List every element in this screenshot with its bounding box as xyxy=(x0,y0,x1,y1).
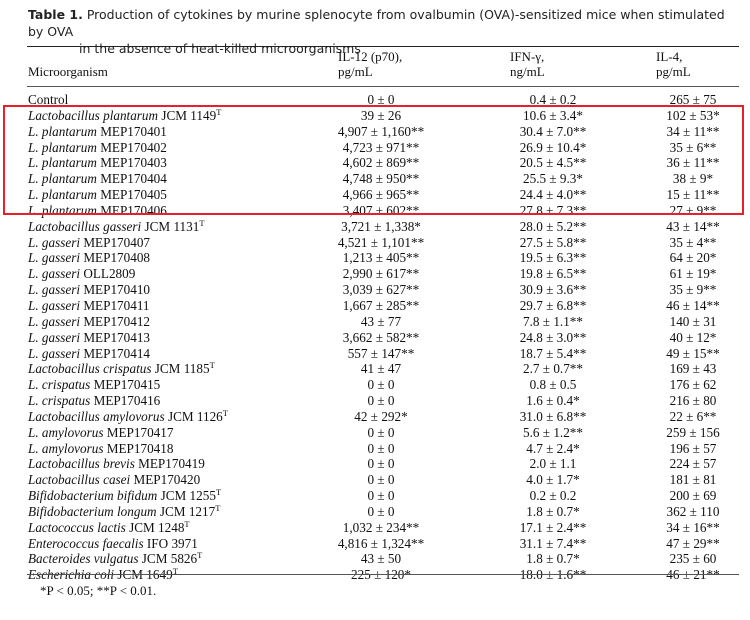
cell-microorganism xyxy=(28,187,167,203)
cell-il12: 4,602 ± 869** xyxy=(342,155,420,171)
cell-il4: 46 ± 21** xyxy=(666,567,720,583)
cell-microorganism xyxy=(28,472,200,488)
species-name: Escherichia coli xyxy=(28,567,115,583)
strain-name: IFO 3971 xyxy=(143,535,198,551)
cell-il12: 3,407 ± 602** xyxy=(342,202,420,218)
cell-ifn-gamma: 31.1 ± 7.4** xyxy=(519,535,587,551)
cell-il4: 169 ± 43 xyxy=(669,361,717,377)
cell-il4: 35 ± 9** xyxy=(669,282,717,298)
cell-microorganism xyxy=(28,250,150,266)
cell-microorganism xyxy=(28,377,160,393)
species-name: L. gasseri xyxy=(28,282,81,298)
strain-name: Control xyxy=(28,92,69,107)
strain-name: MEP170410 xyxy=(80,282,151,298)
cell-ifn-gamma: 1.6 ± 0.4* xyxy=(526,393,580,409)
species-name: Lactobacillus gasseri xyxy=(28,218,142,234)
table-row xyxy=(28,377,740,393)
header-il4 xyxy=(656,49,691,79)
cell-microorganism xyxy=(28,456,205,472)
type-strain-mark: T xyxy=(197,550,203,561)
cell-il4: 265 ± 75 xyxy=(669,92,717,107)
table-row xyxy=(28,235,740,251)
cell-il12: 4,521 ± 1,101** xyxy=(337,234,425,250)
cell-il4: 46 ± 14** xyxy=(666,297,720,313)
cell-microorganism xyxy=(28,266,135,282)
table-row xyxy=(28,203,740,219)
cell-microorganism xyxy=(28,314,150,330)
table-row xyxy=(28,536,740,552)
cell-il12: 42 ± 292* xyxy=(354,408,408,424)
species-name: Lactobacillus casei xyxy=(28,472,131,488)
cell-il12: 0 ± 0 xyxy=(367,488,395,504)
species-name: L. crispatus xyxy=(28,377,91,393)
header-il12-unit: pg/mL xyxy=(338,64,373,79)
cell-ifn-gamma: 1.8 ± 0.7* xyxy=(526,551,580,567)
strain-name: MEP170414 xyxy=(80,345,151,361)
cell-il12: 0 ± 0 xyxy=(367,440,395,456)
cell-il4: 47 ± 29** xyxy=(666,535,720,551)
table-row xyxy=(28,187,740,203)
cell-il12: 4,723 ± 971** xyxy=(342,139,420,155)
cell-il12: 1,032 ± 234** xyxy=(342,519,420,535)
cell-ifn-gamma: 18.7 ± 5.4** xyxy=(519,345,587,361)
table-row xyxy=(28,250,740,266)
cell-microorganism xyxy=(28,346,150,362)
strain-name: MEP170404 xyxy=(96,171,167,187)
cell-microorganism xyxy=(28,425,173,441)
table-row xyxy=(28,92,740,108)
cell-il12: 1,213 ± 405** xyxy=(342,250,420,266)
cell-il12: 0 ± 0 xyxy=(367,503,395,519)
cell-il4: 64 ± 20* xyxy=(669,250,717,266)
cell-ifn-gamma: 5.6 ± 1.2** xyxy=(523,424,583,440)
cell-ifn-gamma: 19.5 ± 6.3** xyxy=(519,250,587,266)
header-ifn-name: IFN-γ, xyxy=(510,49,545,64)
cell-il4: 61 ± 19* xyxy=(669,266,717,282)
species-name: L. gasseri xyxy=(28,234,81,250)
cell-il12: 2,990 ± 617** xyxy=(342,266,420,282)
cell-il4: 35 ± 6** xyxy=(669,139,717,155)
table-row xyxy=(28,409,740,425)
header-il12-name: IL-12 (p70), xyxy=(338,49,403,64)
header-rule xyxy=(27,86,739,87)
cell-il4: 15 ± 11** xyxy=(666,187,720,203)
strain-name: JCM 1248 xyxy=(125,519,185,535)
cell-microorganism xyxy=(28,140,167,156)
strain-name: JCM 1255 xyxy=(157,488,216,504)
species-name: L. plantarum xyxy=(28,155,97,171)
table-row xyxy=(28,124,740,140)
species-name: L. plantarum xyxy=(28,202,97,218)
table-label: Table 1. xyxy=(28,7,83,22)
species-name: L. gasseri xyxy=(28,345,81,361)
species-name: L. plantarum xyxy=(28,139,97,155)
cell-il12: 4,966 ± 965** xyxy=(342,187,420,203)
strain-name: MEP170411 xyxy=(80,297,150,313)
table-row xyxy=(28,155,740,171)
cell-ifn-gamma: 26.9 ± 10.4* xyxy=(519,139,587,155)
cell-ifn-gamma: 28.0 ± 5.2** xyxy=(519,218,587,234)
table-row xyxy=(28,504,740,520)
type-strain-mark: T xyxy=(199,217,205,228)
table-body xyxy=(28,92,740,583)
type-strain-mark: T xyxy=(172,566,178,577)
type-strain-mark: T xyxy=(216,106,222,117)
cell-ifn-gamma: 24.4 ± 4.0** xyxy=(519,187,587,203)
table-row xyxy=(28,425,740,441)
table-row xyxy=(28,346,740,362)
table-row xyxy=(28,140,740,156)
table-row xyxy=(28,266,740,282)
species-name: L. gasseri xyxy=(28,313,81,329)
table-row xyxy=(28,298,740,314)
cell-il4: 216 ± 80 xyxy=(669,393,717,409)
species-name: Lactobacillus crispatus xyxy=(28,361,152,377)
species-name: Lactobacillus brevis xyxy=(28,456,135,472)
table-row xyxy=(28,361,740,377)
cell-il12: 0 ± 0 xyxy=(367,92,395,107)
strain-name: MEP170416 xyxy=(90,393,161,409)
cell-microorganism xyxy=(28,203,167,219)
strain-name: OLL2809 xyxy=(80,266,136,282)
strain-name: MEP170419 xyxy=(134,456,205,472)
table-row xyxy=(28,108,740,124)
cell-il4: 102 ± 53* xyxy=(666,107,720,123)
header-ifn xyxy=(510,49,545,79)
table-row xyxy=(28,472,740,488)
strain-name: MEP170418 xyxy=(103,440,174,456)
cell-il12: 3,039 ± 627** xyxy=(342,282,420,298)
cell-ifn-gamma: 0.2 ± 0.2 xyxy=(529,488,577,504)
header-ifn-unit: ng/mL xyxy=(510,64,545,79)
cell-il4: 259 ± 156 xyxy=(666,424,720,440)
table-row xyxy=(28,551,740,567)
cell-il12: 0 ± 0 xyxy=(367,377,395,393)
cell-microorganism xyxy=(28,282,150,298)
cell-ifn-gamma: 2.0 ± 1.1 xyxy=(529,456,577,472)
cell-microorganism xyxy=(28,393,160,409)
species-name: Lactococcus lactis xyxy=(28,519,126,535)
caption-text-line2: in the absence of heat-killed microorganisms xyxy=(79,41,361,56)
cell-ifn-gamma: 4.7 ± 2.4* xyxy=(526,440,580,456)
strain-name: MEP170406 xyxy=(96,202,167,218)
cell-microorganism xyxy=(28,536,198,552)
strain-name: MEP170412 xyxy=(80,313,151,329)
cell-il4: 176 ± 62 xyxy=(669,377,717,393)
species-name: L. gasseri xyxy=(28,266,81,282)
cell-ifn-gamma: 27.5 ± 5.8** xyxy=(519,234,587,250)
species-name: L. amylovorus xyxy=(28,424,104,440)
cell-il12: 3,721 ± 1,338* xyxy=(341,218,421,234)
cell-ifn-gamma: 17.1 ± 2.4** xyxy=(519,519,587,535)
caption-text-line1: Production of cytokines by murine splenocyte from ovalbumin (OVA)-sensitized mice when stimulated by OVA xyxy=(28,7,725,39)
bottom-rule xyxy=(27,574,739,575)
cell-microorganism xyxy=(28,235,150,251)
type-strain-mark: T xyxy=(209,360,215,371)
table-row xyxy=(28,282,740,298)
strain-name: MEP170402 xyxy=(96,139,167,155)
species-name: Lactobacillus plantarum xyxy=(28,107,159,123)
strain-name: JCM 1126 xyxy=(164,408,223,424)
cell-il12: 0 ± 0 xyxy=(367,472,395,488)
cell-il12: 225 ± 120* xyxy=(351,567,411,583)
cell-ifn-gamma: 4.0 ± 1.7* xyxy=(526,472,580,488)
strain-name: JCM 1217 xyxy=(156,503,216,519)
species-name: L. crispatus xyxy=(28,393,91,409)
cell-il12: 1,667 ± 285** xyxy=(342,297,420,313)
header-il4-name: IL-4, xyxy=(656,49,683,64)
cell-il4: 36 ± 11** xyxy=(666,155,720,171)
cell-ifn-gamma: 30.9 ± 3.6** xyxy=(519,282,587,298)
table-row xyxy=(28,219,740,235)
strain-name: MEP170408 xyxy=(80,250,151,266)
strain-name: JCM 5826 xyxy=(138,551,198,567)
species-name: L. gasseri xyxy=(28,329,81,345)
header-il12 xyxy=(338,49,402,79)
cell-il4: 43 ± 14** xyxy=(666,218,720,234)
cell-ifn-gamma: 27.8 ± 7.3** xyxy=(519,202,587,218)
cell-microorganism xyxy=(28,92,68,108)
strain-name: MEP170413 xyxy=(80,329,151,345)
cell-il4: 35 ± 4** xyxy=(669,234,717,250)
type-strain-mark: T xyxy=(215,502,221,513)
table-row xyxy=(28,520,740,536)
species-name: L. plantarum xyxy=(28,187,97,203)
table-row xyxy=(28,456,740,472)
strain-name: MEP170407 xyxy=(80,234,151,250)
footnote: *P < 0.05; **P < 0.01. xyxy=(40,583,157,598)
strain-name: JCM 1149 xyxy=(158,107,217,123)
top-rule xyxy=(27,46,739,47)
strain-name: MEP170403 xyxy=(96,155,167,171)
strain-name: MEP170420 xyxy=(130,472,201,488)
cell-ifn-gamma: 24.8 ± 3.0** xyxy=(519,329,587,345)
cell-il12: 43 ± 50 xyxy=(360,551,402,567)
cell-il4: 181 ± 81 xyxy=(669,472,717,488)
species-name: Lactobacillus amylovorus xyxy=(28,408,165,424)
species-name: Bifidobacterium longum xyxy=(28,503,157,519)
cell-il12: 41 ± 47 xyxy=(360,361,402,377)
cell-il12: 0 ± 0 xyxy=(367,424,395,440)
species-name: L. plantarum xyxy=(28,123,97,139)
cell-il12: 557 ± 147** xyxy=(347,345,415,361)
species-name: L. gasseri xyxy=(28,297,81,313)
cell-microorganism xyxy=(28,155,167,171)
cell-ifn-gamma: 10.6 ± 3.4* xyxy=(523,107,583,123)
cell-il4: 196 ± 57 xyxy=(669,440,717,456)
header-il4-unit: pg/mL xyxy=(656,64,691,79)
table-row xyxy=(28,314,740,330)
cell-il4: 200 ± 69 xyxy=(669,488,717,504)
type-strain-mark: T xyxy=(184,518,190,529)
cell-ifn-gamma: 2.7 ± 0.7** xyxy=(523,361,583,377)
cell-il4: 34 ± 11** xyxy=(666,123,720,139)
cell-il12: 4,907 ± 1,160** xyxy=(337,123,425,139)
strain-name: MEP170405 xyxy=(96,187,167,203)
cell-il4: 235 ± 60 xyxy=(669,551,717,567)
header-microorganism: Microorganism xyxy=(28,64,108,79)
table-row xyxy=(28,488,740,504)
cell-il4: 224 ± 57 xyxy=(669,456,717,472)
species-name: Enterococcus faecalis xyxy=(28,535,144,551)
table-row xyxy=(28,330,740,346)
cell-il12: 39 ± 26 xyxy=(360,107,402,123)
cell-il12: 3,662 ± 582** xyxy=(342,329,420,345)
cell-il12: 4,816 ± 1,324** xyxy=(337,535,425,551)
cell-il4: 34 ± 16** xyxy=(666,519,720,535)
cell-il12: 0 ± 0 xyxy=(367,393,395,409)
strain-name: JCM 1649 xyxy=(114,567,173,583)
table-row xyxy=(28,567,740,583)
strain-name: MEP170401 xyxy=(96,123,167,139)
type-strain-mark: T xyxy=(215,487,222,498)
cell-il4: 362 ± 110 xyxy=(666,503,720,519)
cell-microorganism xyxy=(28,441,173,457)
cell-il12: 4,748 ± 950** xyxy=(342,171,420,187)
cell-microorganism xyxy=(28,298,150,314)
cell-il12: 0 ± 0 xyxy=(367,456,395,472)
strain-name: MEP170415 xyxy=(90,377,161,393)
cell-ifn-gamma: 19.8 ± 6.5** xyxy=(519,266,587,282)
cell-il4: 49 ± 15** xyxy=(666,345,720,361)
cell-il12: 43 ± 77 xyxy=(360,313,402,329)
cell-ifn-gamma: 20.5 ± 4.5** xyxy=(519,155,587,171)
species-name: L. gasseri xyxy=(28,250,81,266)
cell-ifn-gamma: 1.8 ± 0.7* xyxy=(526,503,580,519)
species-name: Bacteroides vulgatus xyxy=(28,551,139,567)
species-name: Bifidobacterium bifidum xyxy=(28,488,158,504)
cell-microorganism xyxy=(28,171,167,187)
cell-ifn-gamma: 31.0 ± 6.8** xyxy=(519,408,587,424)
cell-il4: 38 ± 9* xyxy=(672,171,714,187)
cell-ifn-gamma: 7.8 ± 1.1** xyxy=(523,313,583,329)
cell-microorganism xyxy=(28,124,167,140)
cell-ifn-gamma: 29.7 ± 6.8** xyxy=(519,297,587,313)
cell-il4: 40 ± 12* xyxy=(669,329,717,345)
cell-microorganism xyxy=(28,330,150,346)
cell-ifn-gamma: 0.8 ± 0.5 xyxy=(529,377,577,393)
cell-ifn-gamma: 0.4 ± 0.2 xyxy=(529,92,577,107)
type-strain-mark: T xyxy=(222,407,228,418)
strain-name: JCM 1185 xyxy=(151,361,210,377)
cell-il4: 22 ± 6** xyxy=(669,408,717,424)
table-row xyxy=(28,393,740,409)
strain-name: JCM 1131 xyxy=(141,218,200,234)
table-row xyxy=(28,441,740,457)
strain-name: MEP170417 xyxy=(103,424,174,440)
cell-il4: 27 ± 9** xyxy=(669,202,717,218)
species-name: L. plantarum xyxy=(28,171,97,187)
cell-ifn-gamma: 18.0 ± 1.6** xyxy=(519,567,587,583)
cell-ifn-gamma: 25.5 ± 9.3* xyxy=(523,171,583,187)
table-row xyxy=(28,171,740,187)
cell-il4: 140 ± 31 xyxy=(669,313,717,329)
species-name: L. amylovorus xyxy=(28,440,104,456)
cell-ifn-gamma: 30.4 ± 7.0** xyxy=(519,123,587,139)
